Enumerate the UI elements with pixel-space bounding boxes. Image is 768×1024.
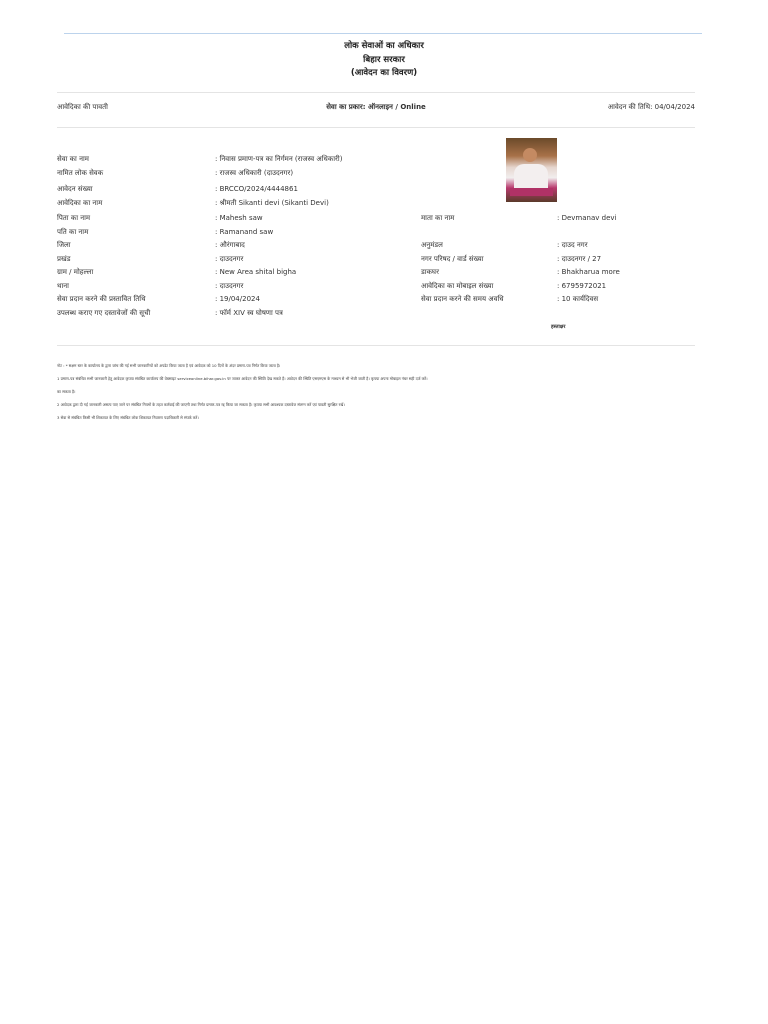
- field-value: : निवास प्रमाण-पत्र का निर्गमन (राजस्व अधिकारी): [215, 155, 343, 163]
- top-rule: [64, 33, 702, 34]
- field-label: सेवा प्रदान करने की समय अवधि: [421, 295, 504, 303]
- field-label: डाकघर: [421, 268, 439, 276]
- field-label: जिला: [57, 241, 71, 249]
- note-line: 2 आवेदक द्वारा दी गई जानकारी असत्य पाए जाने पर संबंधित नियमों के तहत कार्रवाई की जाएगी तथा निर्गत प्रमाण-पत्र रद्द किया जा सकता है। कृपया सभी आवश्यक दस्तावेज संलग्न करें एवं पावती सुरक्षित रखें।: [57, 402, 345, 407]
- photo-face: [523, 148, 537, 162]
- field-label: सेवा का नाम: [57, 155, 89, 163]
- field-label: ग्राम / मोहल्ला: [57, 268, 94, 276]
- field-value: : 19/04/2024: [215, 295, 260, 303]
- field-label: सेवा प्रदान करने की प्रस्तावित तिथि: [57, 295, 146, 303]
- header-subtitle: (आवेदन का विवरण): [350, 68, 418, 78]
- field-label: आवेदिका का मोबाइल संख्या: [421, 282, 494, 290]
- field-value: : औरंगाबाद: [215, 241, 245, 249]
- field-label: उपलब्ध कराए गए दस्तावेजों की सूची: [57, 309, 151, 317]
- field-label: अनुमंडल: [421, 241, 443, 249]
- note-line: 3 सेवा से संबंधित किसी भी शिकायत के लिए संबंधित लोक शिकायत निवारण पदाधिकारी से संपर्क करें।: [57, 415, 199, 420]
- photo-border: [510, 188, 553, 196]
- field-value: : दाउद नगर: [557, 241, 588, 249]
- field-label: आवेदन संख्या: [57, 185, 93, 193]
- field-value: : दाउदनगर: [215, 255, 244, 263]
- divider: [57, 127, 695, 128]
- field-value: : Bhakharua more: [557, 268, 620, 276]
- field-value: : फॉर्म XIV स्व घोषणा पत्र: [215, 309, 283, 317]
- document-header: [0, 40, 768, 81]
- field-value: : Mahesh saw: [215, 214, 263, 222]
- field-label: आवेदिका का नाम: [57, 199, 103, 207]
- acknowledgement-label: आवेदिका की पावती: [57, 103, 108, 111]
- field-value: : दाउदनगर: [215, 282, 244, 290]
- note-line: का सकता है।: [57, 389, 76, 394]
- field-value: : Devmanav devi: [557, 214, 617, 222]
- field-value: : Ramanand saw: [215, 228, 274, 236]
- field-value: : 6795972021: [557, 282, 607, 290]
- field-value: : BRCCO/2024/4444861: [215, 185, 298, 193]
- divider: [57, 345, 695, 346]
- divider: [57, 92, 695, 93]
- field-label: पिता का नाम: [57, 214, 91, 222]
- field-value: : 10 कार्यदिवस: [557, 295, 599, 303]
- field-label: पति का नाम: [57, 228, 89, 236]
- field-label: माता का नाम: [421, 214, 455, 222]
- header-government: बिहार सरकार: [363, 54, 405, 65]
- field-label: नगर परिषद / वार्ड संख्या: [421, 255, 484, 263]
- field-value: : दाउदनगर / 27: [557, 255, 602, 263]
- application-date: आवेदन की तिथि: 04/04/2024: [607, 103, 695, 111]
- meta-row: [57, 103, 695, 115]
- field-value: : राजस्व अधिकारी (दाउदनगर): [215, 169, 294, 177]
- applicant-photo: [506, 138, 557, 202]
- field-label: नामित लोक सेवक: [57, 169, 104, 177]
- signature-label: हस्ताक्षर: [551, 324, 566, 330]
- note-line: 1 प्रमाण-पत्र संबंधित सभी जानकारी हेतु आवेदक कृपया संबंधित कार्यालय की वेबसाइट serviceonline.bihar.gov.in पर जाकर आवेदन की स्थिति देख सकते हैं। आवेदन की स्थिति एसएमएस के माध्यम से भी भेजी जाती है। कृपया अपना मोबाइल नंबर सही दर्ज करें।: [57, 376, 428, 381]
- field-label: थाना: [57, 282, 69, 290]
- field-label: प्रखंड: [57, 255, 71, 263]
- field-value: : New Area shital bigha: [215, 268, 297, 276]
- notes-section: [57, 359, 697, 424]
- header-title: लोक सेवाओं का अधिकार: [344, 41, 424, 51]
- field-value: : श्रीमती Sikanti devi (Sikanti Devi): [215, 199, 329, 207]
- service-type: सेवा का प्रकार: ऑनलाइन / Online: [326, 103, 426, 111]
- note-line: नोट : * सक्षम स्तर के कार्यालय के द्वारा जांच की गई सभी जानकारियों को अपडेट किया जाता है एवं आवेदक को 10 दिनों के अंदर प्रमाण-पत्र निर्गत किया जाता है।: [57, 363, 281, 368]
